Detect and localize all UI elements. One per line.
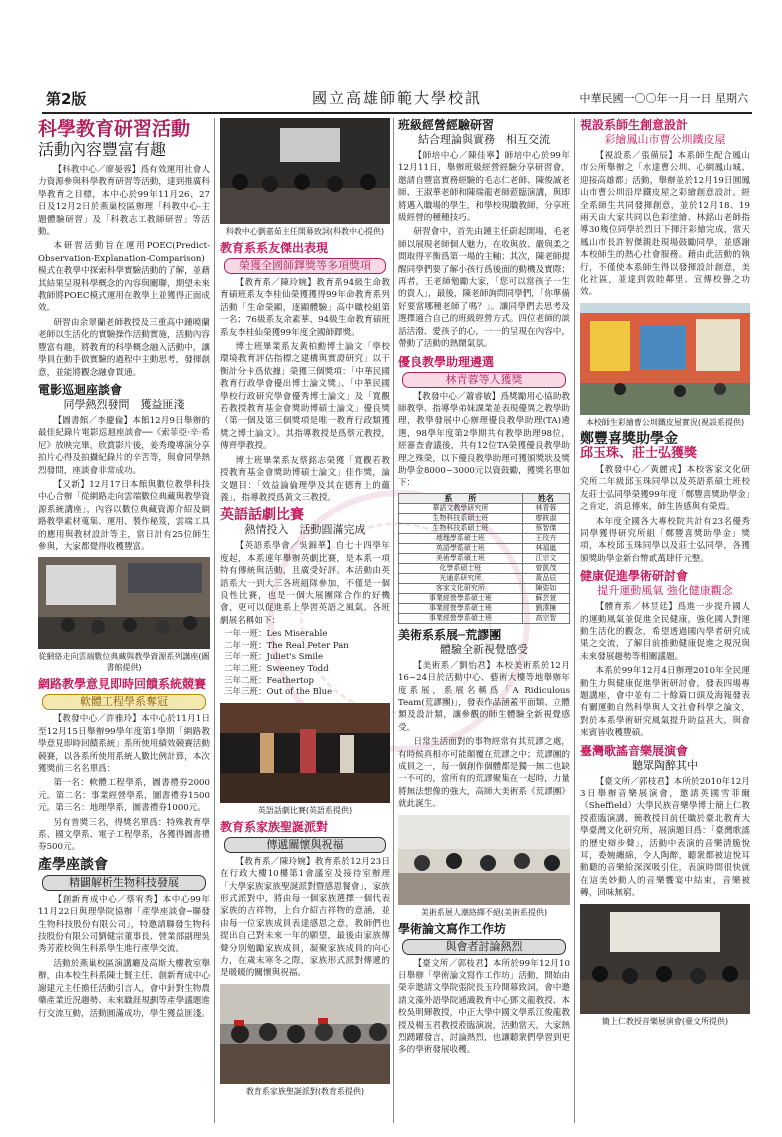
article-paragraph: 博士班畢業系友蔡銘志榮獲「寬觀若教授教育基金會獎助博碩士論文」佳作獎，論文題目：「效益論倫理學及其在德育上的蘊義」，指導教授爲黃文三教授。 xyxy=(220,455,390,503)
photo-lecture xyxy=(38,557,210,649)
photo-mural-painting xyxy=(580,303,750,415)
article-subtitle: 精闢解析生物科技發展 xyxy=(42,875,206,891)
photo-caption: 簡上仁教授音樂展演會(臺文所提供) xyxy=(601,1016,729,1026)
table-row xyxy=(399,533,570,543)
table-row xyxy=(399,563,570,573)
photo-caption: 教育系家族聖誕派對(教育系提供) xyxy=(245,1086,365,1096)
article-paragraph: 本系於99年12月4日辦理2010年全民運動生力與健康促進學術研討會，發表四場專題講座，會中並有二十餘篇口頭及海報發表有關運動自然科學與人文社會科學之論文，對於本系學術研究風氣提升助益甚大，與會來賓皆收穫豐碩。 xyxy=(580,666,750,739)
photo-music-performance xyxy=(580,904,750,1014)
table-row xyxy=(399,543,570,553)
photo-caption: 科教中心劉嘉茹主任開幕致詞(科教中心提供) xyxy=(225,227,385,236)
photo-opening-speech xyxy=(220,118,390,224)
table-cell-name: 廖筱淑 xyxy=(522,513,569,523)
drama-list-item: 三年二班：Feathertop xyxy=(224,675,314,686)
article-paragraph: 【臺文所／郭枝君】本所於2010年12月3日舉辦音樂展演會，邀請英國雪菲爾（Sheffield）大學民族音樂學博士簡上仁教授蒞臨演講，簡教授目前任職於臺北教育大學臺灣文化研究所，展演題目爲：「臺灣歌謠的歷史辯步聲」，活動中表演的音樂清脆悅耳，委婉纏綿，令人陶醉，聽衆都被這悅耳動聽的音樂給深深吸引住，表演時間很快就在這美妙動人的音樂饗宴中結束，音樂被轉，回味無窮。 xyxy=(580,776,750,899)
article-paragraph: 【教發中心／黃麗戎】本校客家文化研究所二年級邱玉珠同學以及英語系碩士班校友莊士弘同學榮獲99年度「鄭豐喜獎助學金」之肯定，消息傳來，師生皆感與有榮焉。 xyxy=(580,464,750,513)
lecture-photo-image xyxy=(38,557,210,649)
english-drama-photo-image xyxy=(220,703,390,803)
mural-painting-photo-image xyxy=(580,303,750,415)
article-title: 健康促進學術研討會 xyxy=(580,569,689,584)
article-title: 優良教學助理遴選 xyxy=(398,354,495,369)
article-subtitle: 聽眾陶醉其中 xyxy=(632,758,698,772)
article-paragraph: 【視設系／張備辰】本系師生配合鳳山市公所舉辦之「水達曹公圳、心網鳳山城、迎接高雄都」活動，舉辦並於12月19日圓鳳山市曹公圳沿岸鐵皮屋之彩繪創意設計。經全系師生共同發揮創意，並於12月18、19兩天由大家共同以色彩塗繪、林銘山老師指導30幾位同學於烈日下揮汗彩繪完成，當天鳳山市長許智傑親赴現場鼓勵同學，並感謝本校師生的熱心社會服務。藉由此活動的執行，不僅使本系師生得以發揮設計創意，美化社區，並達到敦睦鄰里、宣傳校譽之功效。 xyxy=(580,151,750,298)
table-cell-name: 江宗文 xyxy=(522,553,569,563)
table-cell-dept: 華語文教學研究所 xyxy=(399,503,523,513)
article-paragraph: 【科教中心／廖晏蓉】爲有效運用社會人力資源參與科學教育研習等活動，達到推廣科學教育之目標，本中心於99年11月26、27日及12月2日於燕巢校區辦理「科教中心-主題體驗研習」及「科教志工教師研習」等活動。 xyxy=(38,165,210,238)
article-title: 學術論文寫作工作坊 xyxy=(398,921,507,936)
table-cell-name: 黃品辰 xyxy=(522,573,569,583)
table-cell-dept: 生物科技系碩士班 xyxy=(399,513,523,523)
table-row xyxy=(399,593,570,603)
drama-list-item: 二年二班：Sweeney Todd xyxy=(224,663,329,674)
table-cell-name: 林福嵐 xyxy=(522,543,569,553)
article-paragraph: 研習由余翠蘭老師教授及三重高中鍾曉蘭老師以生活化的實驗操作活動實施，活動內容豐富有趣，將教育的科學概念融入活動中，讓學員在動手做實驗的過程中主動思考，發揮創意，並能將觀念融會貫通。 xyxy=(38,317,210,378)
table-cell-dept: 化學系碩士班 xyxy=(399,563,523,573)
article-paragraph: 【創新育成中心／蔡宥秀】本中心99年11月22日與理學院協辦「產學座談會─聯發生物科技股份有限公司」，特邀請聯發生物科技股份有限公司劉健宗董事長、營業部副理吳秀芳蒞校與生科系學生進行產學交流。 xyxy=(38,894,210,955)
table-row xyxy=(399,573,570,583)
photo-caption: 美術系展人潮絡繹不絕(美術系提供) xyxy=(420,907,548,917)
table-row xyxy=(399,613,570,623)
table-cell-dept: 事業經營學系碩士班 xyxy=(399,603,523,613)
article-paragraph: 研習會中，首先由鍾主任蔚起開場，毛老師以展現老師個人魅力，在收與放、嚴與柔之間取得平衡爲第一場的主軸；其次，陳老師提醒同學們要了解小孩行爲後面的動機及實際；再者，王老師勉勵大家，「您可以當孩子一生的貴人」，最後，陳老師詢問同學們，「你準備好要當哪種老師了嗎？」。讓同學們去思考及選擇適合自己的班級經營方式。四位老師的談話活潑、愛孩子的心，一一的呈現在內容中，帶動了活動的熱鬧氣氛。 xyxy=(398,227,570,350)
article-title: 班級經營經驗研習 xyxy=(398,118,495,132)
photo-caption: 英語話劇比賽(英語系提供) xyxy=(257,805,353,815)
column-4 xyxy=(580,118,750,1123)
photo-caption: 從網絡走向雲端數位典藏與教學資源系列講座(圖書館提供) xyxy=(38,652,210,673)
article-subtitle: 林青蓉等人獲獎 xyxy=(402,372,566,388)
table-header-dept: 系 所 xyxy=(399,493,523,503)
article-paragraph: 【師培中心／陳佳寧】師培中心於99年12月11日，舉辦班級經營經驗分享研習會，邀請自豐富實務經驗的毛志仁老師、陳俊誠老師、王淑華老師和陳瑞龍老師蒞臨演講，與即將邁入職場的學生，和學校現職教師，分享班級經營的種種技巧。 xyxy=(398,151,570,224)
article-paragraph: 【又新】12月17日本館與數位教學科技中心合辦「從網路走向雲端數位典藏與教學資源系統講座」，內容以數位典藏資源介紹及網路教學素材蒐集、運用、製作秘笈，雲端工具的應用與教材設計等主，當日計有25位師生參與，大家都覺得收穫豐富。 xyxy=(38,479,210,552)
column-divider xyxy=(393,118,394,1123)
article-paragraph: 【教發中心／許雅玲】本中心於11月1日至12月15日舉辦99學年度第1學期「網路教學意見即時回饋系統」系所使用績效競賽活動競賽，以各系所使用系統人數比例計算，本次獲獎前三名名單爲： xyxy=(38,714,210,774)
article-paragraph: 【美術系／劉怡君】本校美術系於12月16~24日於活動中心、藝術大樓等地舉辦年度系展，系展名稱爲「A Ridiculous Team(荒謬團)」，發表作品涵蓋平面類、立體類及設計類，讓參觀的師生體驗全新視覺感受。 xyxy=(398,660,570,733)
photo-art-exhibition xyxy=(398,815,570,905)
table-row xyxy=(399,513,570,523)
table-cell-dept: 美術學系碩士班 xyxy=(399,553,523,563)
article-paragraph: 日常生活面對的事物經常有其荒謬之處，有時候真相亦可能顛覆在荒謬之中；荒謬團的成員之一，每一個創作個體都是獨一無二也缺一不可的，當所有的荒謬聚集在一起時，力量將無法想像的強大，高師大美術系《荒謬團》就此誕生。 xyxy=(398,737,570,810)
article-paragraph: 另有普獎三名，得獎名單爲：特殊教育學系、國文學系、電子工程學系，各獲得圖書禮券500元。 xyxy=(38,817,210,853)
table-cell-name: 曾凱茂 xyxy=(522,563,569,573)
table-row xyxy=(399,553,570,563)
article-title: 網路教學意見即時回饋系統競賽 xyxy=(38,677,207,692)
award-table xyxy=(398,493,570,624)
article-title: 臺灣歌謠音樂展演會 xyxy=(580,743,689,758)
drama-list-item: 三年一班：Juliet's Smile xyxy=(224,652,324,663)
article-title: 鄭豐喜獎助學金 xyxy=(580,430,678,447)
column-3 xyxy=(398,118,570,1123)
article-subtitle: 同學熱烈發問 獲益匪淺 xyxy=(63,397,185,411)
drama-list-item: 一年一班：Les Miserable xyxy=(224,629,328,640)
art-exhibition-photo-image xyxy=(398,815,570,905)
table-cell-name: 高宗智 xyxy=(522,613,569,623)
article-subtitle: 傳遞關懷與祝福 xyxy=(224,837,386,853)
column-2 xyxy=(220,118,390,1123)
table-cell-dept: 生物科技系碩士班 xyxy=(399,523,523,533)
table-row xyxy=(399,523,570,533)
article-paragraph: 【教發中心／蕭睿敏】爲獎勵用心協助教師教學、指導學弟妹課業並表現優異之教學助理，教學發展中心辦理優良教學助理(TA)遴選，98學年度第2學期共有教學助理98位，經審查會議後，共有12位TA榮獲優良教學助理之殊榮，以下優良教學助理可獲頒獎狀及獎助學金8000~3000元以資鼓勵，獲獎名單如下： xyxy=(398,391,570,489)
article-paragraph: 【體育系／林昱廷】爲進一步提升國人的運動風氣並促進全民健康，強化國人對運動生活化的觀念，希望透過國內學者研究成果之交流，了解目前推動健康促進之現況與未來發展趨勢等相關議題。 xyxy=(580,602,750,662)
article-paragraph: 活動於燕巢校區演講廳及高斯大樓教室舉辦，由本校生科系陳士賢主任、創新育成中心謝建元主任擔任活動引言人，會中針對生物農藥產業近況趨勢、未來職涯規劃等產學議題進行交流互動，活動圓滿成功，學生獲益匪淺。 xyxy=(38,958,210,1019)
table-cell-name: 陳姿如 xyxy=(522,583,569,593)
table-cell-name: 王玫卉 xyxy=(522,533,569,543)
article-title: 電影巡迴座談會 xyxy=(38,382,123,397)
page-number: 第2版 xyxy=(46,90,87,108)
table-cell-dept: 英語學系碩士班 xyxy=(399,543,523,553)
article-title: 教育系系友傑出表現 xyxy=(220,241,329,255)
table-cell-dept: 地理學系碩士班 xyxy=(399,533,523,543)
drama-list-item: 三年三班：Out of the Blue xyxy=(224,687,333,698)
table-header-row xyxy=(399,493,570,503)
issue-date: 中華民國一〇〇年一月一日 星期六 xyxy=(579,92,748,105)
column-divider xyxy=(574,118,575,1123)
article-subtitle: 彩繪鳳山市曹公圳鐵皮屋 xyxy=(604,133,726,146)
article-title: 教育系家族聖誕派對 xyxy=(220,819,329,834)
article-paragraph: 【臺文所／郭枝君】本所於99年12月10日舉辦「學術論文寫作工作坊」活動，開始由榮幸邀請文學院張院長玉玲開幕致詞，會中邀請文藻外語學院通識教育中心鄧文龍教授、本校吳明輝教授，中正大學中國文學系江俊龍教授及楊玉君教授蒞臨演說，活動當天，大家熱烈踴躍發言，討論熱烈，也讓聽衆們學習到更多的學術發展收穫。 xyxy=(398,958,570,1056)
article-subtitle: 軟體工程學系奪冠 xyxy=(42,694,206,710)
article-subtitle: 榮獲全國師鐸獎等多項獎項 xyxy=(224,258,386,274)
article-subtitle: 與會者討論熱烈 xyxy=(402,939,566,955)
article-subtitle: 結合理論與實務 相互交流 xyxy=(418,133,550,146)
table-row xyxy=(399,503,570,513)
table-cell-dept: 光通系研究所 xyxy=(399,573,523,583)
article-title: 產學座談會 xyxy=(38,856,108,873)
article-title: 視設系師生創意設計 xyxy=(580,118,689,132)
table-cell-dept: 事業經營學系碩士班 xyxy=(399,613,523,623)
music-performance-photo-image xyxy=(580,904,750,1014)
photo-christmas-party xyxy=(220,984,390,1084)
article-title: 英語話劇比賽 xyxy=(220,507,304,524)
article-paragraph: 【圖書館／李慶倫】本館12月9日舉辦的最佳紀錄片電影巡迴座談會──《索菲亞·辛·希尼》放映完畢，欣賞影片後，姜秀瓊導演分享拍片心得及拍攝紀錄片的辛苦等，與會同學熱烈發問，座談會非常成功。 xyxy=(38,415,210,476)
table-row xyxy=(399,603,570,613)
table-cell-dept: 事業經營學系碩士班 xyxy=(399,593,523,603)
table-cell-dept: 客家文化研究所 xyxy=(399,583,523,593)
photo-english-drama xyxy=(220,703,390,803)
drama-list-item: 二年一班：The Real Peter Pan xyxy=(224,640,349,651)
article-subtitle: 提升運動風氣 強化健康觀念 xyxy=(597,584,733,598)
article-subtitle: 活動內容豐富有趣 xyxy=(38,140,167,159)
article-paragraph: 【教育系／陳玲婉】教育系於12月23日在行政大樓10樓第1會議室及接待室辦理「大學家族家族聖誕派對暨感恩餐會」，家族形式派對中，將由每一個家族選擇一個代表家族的吉祥物，上台介紹吉祥物的意涵，並由每一位家族成員表達感恩之意，教師們也提出自己對未來一年的願望，最後由家族傳聲分別勉勵家族成員，凝聚家族成員的向心力，在歲末寒冬之際，家族形式派對傳遞的是暖暖的關懷與祝福。 xyxy=(220,856,390,979)
article-title: 美術系系展─荒謬團 xyxy=(398,627,502,642)
table-cell-name: 蔡智傑 xyxy=(522,523,569,533)
article-paragraph: 【英語系學會／吳錦華】自七十四學年度起，本系連年舉辦英劇比賽，是本系一項特有傳統與活動，且廣受好評。本活動由英語系大一到大三各班組隊參加，不僅是一個良性比賽，也是一個大展團隊合作的好機會，更可以促進系上學習英語之風氣。各班劇展名稱如下： xyxy=(220,541,390,626)
table-cell-name: 蘇芸萱 xyxy=(522,593,569,603)
article-paragraph: 博士班畢業系友黃柏勳博士論文「學校環境教育評估指標之建構與實證研究」以干衡計分卡爲依據」榮獲三個獎項：「中華民國教育行政學會優出博士論文獎」、「中華民國學校行政研究學會優秀博士論文」及「寬觀若教授教育基金會獎助博碩士論文」優良獎（第一個及第三個獎項是唯一教育行政類獲獎之博士論文）。其指導教授是爲蔡元教授，傳齊學教授。 xyxy=(220,342,390,452)
table-cell-name: 劉湊擁 xyxy=(522,603,569,613)
column-divider xyxy=(214,118,215,1123)
table-row xyxy=(399,583,570,593)
photo-caption: 本校師生彩繪曹公圳鐵皮屋實況(視設系提供) xyxy=(585,417,745,427)
article-subtitle: 體驗全新視覺感受 xyxy=(440,642,528,656)
article-paragraph: 【教育系／陳玲婉】教育系94級生命教育碩班系友李桂仙榮獲獲得99年命教育系列活動「生命榮顯，逐顯體驗」高中職校組第一名；76級系友余素華、94級生命教育碩班系友李桂仙榮獲99年度全國師鐸獎。 xyxy=(220,278,390,338)
table-cell-name: 林青蓉 xyxy=(522,503,569,513)
article-subtitle: 熱情投入 活動圓滿完成 xyxy=(244,523,366,537)
article-title: 科學教育研習活動 xyxy=(38,118,191,140)
drama-list xyxy=(220,629,390,699)
column-1 xyxy=(38,118,210,1123)
page-header xyxy=(42,82,752,114)
article-paragraph: 第一名：軟體工程學系，圖書禮券2000元。第二名：事業經營學系，圖書禮券1500元。第三名：地理學系，圖書禮券1000元。 xyxy=(38,778,210,814)
article-subtitle: 邱玉珠、莊士弘獲獎 xyxy=(580,445,698,461)
newspaper-title: 國立高雄師範大學校訊 xyxy=(311,89,482,107)
article-paragraph: 本年度全國各大專校院共計有23名優秀同學獲得研究所組「鄭豐喜獎助學金」獎項，本校邱玉珠同學以及莊士弘同學，各獲頒獎助學金新台幣貳萬肆仟元整。 xyxy=(580,516,750,564)
christmas-party-photo-image xyxy=(220,984,390,1084)
article-paragraph: 本研習活動旨在運用POEC(Predict-Observation-Explanation-Comparison)模式在教學中探索科學實驗活動的了解，並藉其結果呈現科學概念的內容與關聯，期望未來教師將POEC模式運用在教學上並獲得正面成效。 xyxy=(38,241,210,314)
table-header-name: 姓名 xyxy=(522,493,569,503)
opening-speech-photo-image xyxy=(220,118,390,224)
